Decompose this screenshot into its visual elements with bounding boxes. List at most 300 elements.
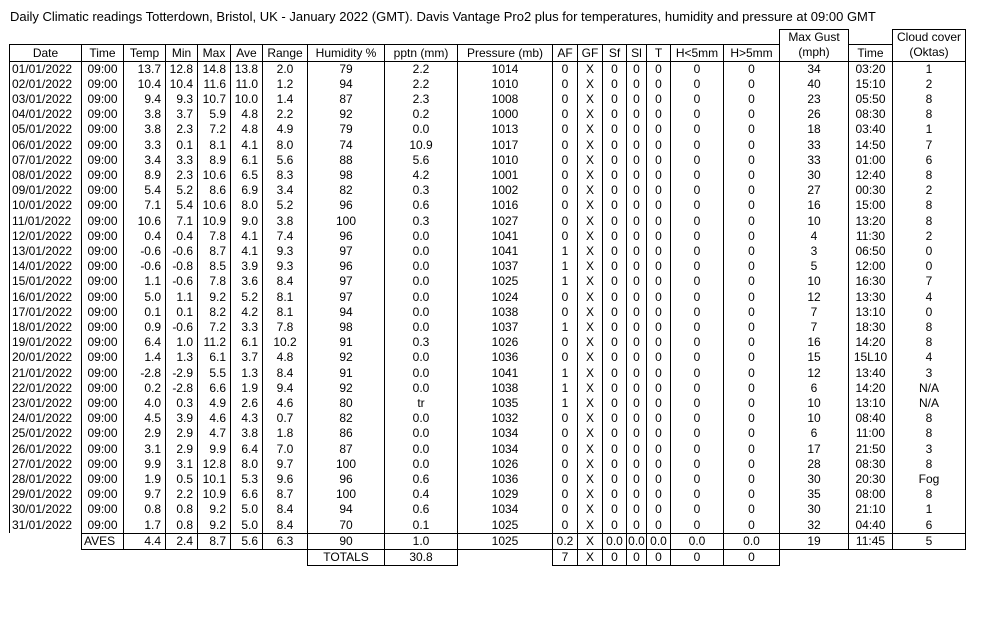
t-cell: 0 <box>647 229 671 244</box>
max-gust-cell: 17 <box>780 442 849 457</box>
humidity-cell: 100 <box>308 487 385 502</box>
ave-cell: 6.1 <box>231 335 263 350</box>
pressure-cell: 1026 <box>458 457 553 472</box>
min-cell: 0.4 <box>166 229 198 244</box>
gf-cell: X <box>578 381 603 396</box>
header-cloud-unit: (Oktas) <box>893 44 966 61</box>
gf-cell: X <box>578 426 603 441</box>
range-cell: 8.4 <box>263 274 308 289</box>
sl-cell: 0 <box>627 244 647 259</box>
table-row <box>10 183 966 198</box>
t-cell: 0 <box>647 274 671 289</box>
h-lt5-cell: 0 <box>671 198 724 213</box>
af-cell: 1 <box>553 381 578 396</box>
humidity-cell: 87 <box>308 442 385 457</box>
temp-cell: -0.6 <box>124 244 166 259</box>
sf-cell: 0 <box>603 138 627 153</box>
range-cell: 4.8 <box>263 350 308 365</box>
h-lt5-cell: 0 <box>671 259 724 274</box>
gust-time-cell: 08:30 <box>849 107 893 122</box>
h-gt5-cell: 0 <box>724 229 780 244</box>
header-time: Time <box>82 44 124 61</box>
header-top-row <box>10 30 966 45</box>
time-cell: 09:00 <box>82 335 124 350</box>
max-cell: 10.6 <box>198 198 231 213</box>
date-cell: 16/01/2022 <box>10 290 82 305</box>
h-lt5-cell: 0 <box>671 396 724 411</box>
time-cell: 09:00 <box>82 122 124 137</box>
sl-cell: 0 <box>627 183 647 198</box>
humidity-cell: 94 <box>308 502 385 517</box>
gust-time-cell: 15:00 <box>849 198 893 213</box>
af-cell: 0 <box>553 183 578 198</box>
temp-cell: 7.1 <box>124 198 166 213</box>
max-cell: 8.2 <box>198 305 231 320</box>
sf-cell: 0 <box>603 198 627 213</box>
table-row <box>10 396 966 411</box>
ave-cell: 5.2 <box>231 290 263 305</box>
sf-cell: 0 <box>603 457 627 472</box>
range-cell: 9.7 <box>263 457 308 472</box>
sl-cell: 0 <box>627 366 647 381</box>
temp-cell: 0.4 <box>124 229 166 244</box>
ave-cell: 6.9 <box>231 183 263 198</box>
header-h-lt5: H<5mm <box>671 44 724 61</box>
h-gt5-cell: 0 <box>724 472 780 487</box>
min-cell: 1.1 <box>166 290 198 305</box>
humidity-cell: 96 <box>308 229 385 244</box>
time-cell: 09:00 <box>82 274 124 289</box>
date-cell: 25/01/2022 <box>10 426 82 441</box>
cloud-cover-cell: 2 <box>893 77 966 92</box>
range-cell: 8.4 <box>263 518 308 534</box>
ave-cell: 3.9 <box>231 259 263 274</box>
humidity-cell: 97 <box>308 290 385 305</box>
cloud-cover-cell: 3 <box>893 366 966 381</box>
date-cell: 18/01/2022 <box>10 320 82 335</box>
t-cell: 0 <box>647 457 671 472</box>
humidity-cell: 96 <box>308 259 385 274</box>
ave-cell: 19 <box>780 533 849 549</box>
time-cell: 09:00 <box>82 138 124 153</box>
pptn-cell: 0.0 <box>385 320 458 335</box>
cloud-cover-cell: N/A <box>893 381 966 396</box>
time-cell: 09:00 <box>82 183 124 198</box>
sl-cell: 0 <box>627 122 647 137</box>
range-cell: 8.0 <box>263 138 308 153</box>
pressure-cell: 1035 <box>458 396 553 411</box>
ave-cell: 5.3 <box>231 472 263 487</box>
gust-time-cell: 13:40 <box>849 366 893 381</box>
table-row <box>10 320 966 335</box>
temp-cell: 1.9 <box>124 472 166 487</box>
table-row <box>10 274 966 289</box>
cloud-cover-cell: Fog <box>893 472 966 487</box>
t-cell: 0 <box>647 411 671 426</box>
h-gt5-cell: 0 <box>724 335 780 350</box>
gust-time-cell: 15:10 <box>849 77 893 92</box>
date-cell: 28/01/2022 <box>10 472 82 487</box>
pressure-cell: 1017 <box>458 138 553 153</box>
temp-cell: -2.8 <box>124 366 166 381</box>
date-cell: 31/01/2022 <box>10 518 82 534</box>
header-t: T <box>647 44 671 61</box>
gf-cell: X <box>578 350 603 365</box>
max-gust-cell: 34 <box>780 61 849 77</box>
pptn-cell: 0.0 <box>385 426 458 441</box>
humidity-cell: 97 <box>308 274 385 289</box>
af-cell: 1 <box>553 396 578 411</box>
pressure-cell: 1000 <box>458 107 553 122</box>
sl-cell: 0 <box>627 396 647 411</box>
gf-cell: X <box>578 92 603 107</box>
h-lt5-cell: 0 <box>671 487 724 502</box>
range-cell: 2.0 <box>263 61 308 77</box>
table-row <box>10 442 966 457</box>
gust-time-cell: 21:50 <box>849 442 893 457</box>
pptn-cell: 0.0 <box>385 290 458 305</box>
gf-cell: X <box>578 183 603 198</box>
table-row <box>10 502 966 517</box>
humidity-cell: 100 <box>308 457 385 472</box>
min-cell: 0.1 <box>166 305 198 320</box>
time-cell: 09:00 <box>82 457 124 472</box>
table-row <box>10 350 966 365</box>
table-row <box>10 259 966 274</box>
max-gust-cell: 10 <box>780 274 849 289</box>
max-gust-cell: 30 <box>780 502 849 517</box>
ave-cell: 6.1 <box>231 153 263 168</box>
max-cell: 4.9 <box>198 396 231 411</box>
date-cell: 22/01/2022 <box>10 381 82 396</box>
pressure-cell: 1016 <box>458 198 553 213</box>
gust-time-cell: 08:00 <box>849 487 893 502</box>
pptn-cell: 0.0 <box>385 350 458 365</box>
table-row <box>10 426 966 441</box>
ave-cell: 11.0 <box>231 77 263 92</box>
time-cell: 09:00 <box>82 487 124 502</box>
pressure-cell: 1024 <box>458 290 553 305</box>
sf-cell: 0 <box>603 61 627 77</box>
min-cell: 2.9 <box>166 426 198 441</box>
sf-cell: 0 <box>603 92 627 107</box>
af-cell: 0 <box>553 61 578 77</box>
h-lt5-cell: 0 <box>671 92 724 107</box>
max-cell: 10.1 <box>198 472 231 487</box>
range-cell: 8.4 <box>263 366 308 381</box>
af-cell: 0 <box>553 168 578 183</box>
totals-label: TOTALS <box>308 550 385 566</box>
cloud-cover-cell: 4 <box>893 290 966 305</box>
ave-cell: X <box>578 533 603 549</box>
range-cell: 8.4 <box>263 502 308 517</box>
pressure-cell: 1002 <box>458 183 553 198</box>
min-cell: 10.4 <box>166 77 198 92</box>
temp-cell: 1.7 <box>124 518 166 534</box>
ave-cell: 4.4 <box>124 533 166 549</box>
af-cell: 0 <box>553 335 578 350</box>
max-cell: 9.2 <box>198 502 231 517</box>
h-gt5-cell: 0 <box>724 442 780 457</box>
humidity-cell: 91 <box>308 335 385 350</box>
pressure-cell: 1025 <box>458 518 553 534</box>
af-cell: 1 <box>553 320 578 335</box>
max-gust-cell: 32 <box>780 518 849 534</box>
range-cell: 0.7 <box>263 411 308 426</box>
table-row <box>10 77 966 92</box>
af-cell: 0 <box>553 107 578 122</box>
ave-cell: 3.6 <box>231 274 263 289</box>
gust-time-cell: 08:40 <box>849 411 893 426</box>
t-cell: 0 <box>647 426 671 441</box>
date-cell: 10/01/2022 <box>10 198 82 213</box>
gf-cell: X <box>578 502 603 517</box>
af-cell: 0 <box>553 198 578 213</box>
sl-cell: 0 <box>627 259 647 274</box>
totals-end <box>849 550 893 566</box>
h-gt5-cell: 0 <box>724 426 780 441</box>
t-cell: 0 <box>647 198 671 213</box>
h-lt5-cell: 0 <box>671 305 724 320</box>
pptn-cell: 0.0 <box>385 366 458 381</box>
max-cell: 10.6 <box>198 168 231 183</box>
gust-time-cell: 08:30 <box>849 457 893 472</box>
h-lt5-cell: 0 <box>671 502 724 517</box>
humidity-cell: 94 <box>308 77 385 92</box>
min-cell: -0.6 <box>166 320 198 335</box>
humidity-cell: 79 <box>308 61 385 77</box>
af-cell: 0 <box>553 442 578 457</box>
sl-cell: 0 <box>627 472 647 487</box>
h-gt5-cell: 0 <box>724 290 780 305</box>
af-cell: 0 <box>553 518 578 534</box>
min-cell: 0.8 <box>166 502 198 517</box>
total-cell: 0 <box>603 550 627 566</box>
humidity-cell: 87 <box>308 92 385 107</box>
min-cell: 2.3 <box>166 168 198 183</box>
page-title: Daily Climatic readings Totterdown, Bristol, UK - January 2022 (GMT). Davis Vantage Pro2 plus for temperatures, humidity and pressure at 09:00 GMT <box>10 9 876 24</box>
header-row <box>10 44 966 61</box>
temp-cell: 0.1 <box>124 305 166 320</box>
time-cell: 09:00 <box>82 214 124 229</box>
time-cell: 09:00 <box>82 290 124 305</box>
max-cell: 14.8 <box>198 61 231 77</box>
h-lt5-cell: 0 <box>671 153 724 168</box>
pressure-cell: 1037 <box>458 259 553 274</box>
h-gt5-cell: 0 <box>724 122 780 137</box>
t-cell: 0 <box>647 168 671 183</box>
header-af: AF <box>553 44 578 61</box>
min-cell: 3.9 <box>166 411 198 426</box>
humidity-cell: 70 <box>308 518 385 534</box>
t-cell: 0 <box>647 442 671 457</box>
time-cell: 09:00 <box>82 502 124 517</box>
h-lt5-cell: 0 <box>671 107 724 122</box>
ave-cell: 0.2 <box>553 533 578 549</box>
h-gt5-cell: 0 <box>724 138 780 153</box>
min-cell: 5.2 <box>166 183 198 198</box>
max-cell: 8.5 <box>198 259 231 274</box>
table-row <box>10 305 966 320</box>
table-row <box>10 366 966 381</box>
climate-table <box>9 29 966 566</box>
temp-cell: 0.9 <box>124 320 166 335</box>
date-cell: 21/01/2022 <box>10 366 82 381</box>
date-cell: 04/01/2022 <box>10 107 82 122</box>
gf-cell: X <box>578 411 603 426</box>
sf-cell: 0 <box>603 381 627 396</box>
total-cell: 0 <box>724 550 780 566</box>
h-gt5-cell: 0 <box>724 502 780 517</box>
ave-cell: 0.0 <box>671 533 724 549</box>
pptn-cell: 2.3 <box>385 92 458 107</box>
sl-cell: 0 <box>627 426 647 441</box>
af-cell: 1 <box>553 259 578 274</box>
table-row <box>10 472 966 487</box>
cloud-cover-cell: 8 <box>893 198 966 213</box>
sl-cell: 0 <box>627 335 647 350</box>
header-h-gt5: H>5mm <box>724 44 780 61</box>
humidity-cell: 96 <box>308 198 385 213</box>
time-cell: 09:00 <box>82 411 124 426</box>
ave-cell: 9.0 <box>231 214 263 229</box>
pressure-cell: 1032 <box>458 411 553 426</box>
gust-time-cell: 03:20 <box>849 61 893 77</box>
sf-cell: 0 <box>603 396 627 411</box>
header-pressure: Pressure (mb) <box>458 44 553 61</box>
min-cell: 1.0 <box>166 335 198 350</box>
gust-time-cell: 11:30 <box>849 229 893 244</box>
range-cell: 4.6 <box>263 396 308 411</box>
min-cell: 0.1 <box>166 138 198 153</box>
gf-cell: X <box>578 457 603 472</box>
range-cell: 9.4 <box>263 381 308 396</box>
date-cell: 01/01/2022 <box>10 61 82 77</box>
sf-cell: 0 <box>603 518 627 534</box>
time-cell: 09:00 <box>82 518 124 534</box>
averages-label: AVES <box>82 533 124 549</box>
date-cell: 23/01/2022 <box>10 396 82 411</box>
h-lt5-cell: 0 <box>671 472 724 487</box>
cloud-cover-cell: 1 <box>893 122 966 137</box>
time-cell: 09:00 <box>82 61 124 77</box>
gf-cell: X <box>578 442 603 457</box>
max-gust-cell: 4 <box>780 229 849 244</box>
date-cell: 29/01/2022 <box>10 487 82 502</box>
sf-cell: 0 <box>603 335 627 350</box>
h-lt5-cell: 0 <box>671 426 724 441</box>
range-cell: 2.2 <box>263 107 308 122</box>
t-cell: 0 <box>647 214 671 229</box>
humidity-cell: 97 <box>308 244 385 259</box>
h-lt5-cell: 0 <box>671 168 724 183</box>
h-gt5-cell: 0 <box>724 153 780 168</box>
ave-cell: 1.9 <box>231 381 263 396</box>
time-cell: 09:00 <box>82 472 124 487</box>
h-lt5-cell: 0 <box>671 518 724 534</box>
sf-cell: 0 <box>603 244 627 259</box>
header-range: Range <box>263 44 308 61</box>
max-cell: 8.6 <box>198 183 231 198</box>
table-row <box>10 487 966 502</box>
ave-cell: 1025 <box>458 533 553 549</box>
temp-cell: 0.8 <box>124 502 166 517</box>
cloud-cover-cell: N/A <box>893 396 966 411</box>
cloud-cover-cell: 7 <box>893 138 966 153</box>
gf-cell: X <box>578 320 603 335</box>
pressure-cell: 1001 <box>458 168 553 183</box>
sl-cell: 0 <box>627 320 647 335</box>
h-gt5-cell: 0 <box>724 61 780 77</box>
max-gust-cell: 33 <box>780 138 849 153</box>
range-cell: 8.1 <box>263 290 308 305</box>
ave-cell: 0.0 <box>724 533 780 549</box>
h-gt5-cell: 0 <box>724 183 780 198</box>
af-cell: 0 <box>553 426 578 441</box>
gust-time-cell: 04:40 <box>849 518 893 534</box>
pressure-cell: 1038 <box>458 305 553 320</box>
humidity-cell: 88 <box>308 153 385 168</box>
t-cell: 0 <box>647 502 671 517</box>
max-gust-cell: 10 <box>780 411 849 426</box>
t-cell: 0 <box>647 472 671 487</box>
time-cell: 09:00 <box>82 168 124 183</box>
ave-cell: 0.0 <box>647 533 671 549</box>
ave-cell: 4.8 <box>231 107 263 122</box>
ave-cell: 1.3 <box>231 366 263 381</box>
cloud-cover-cell: 8 <box>893 92 966 107</box>
sl-cell: 0 <box>627 518 647 534</box>
ave-cell: 5.0 <box>231 518 263 534</box>
table-row <box>10 214 966 229</box>
sl-cell: 0 <box>627 107 647 122</box>
h-lt5-cell: 0 <box>671 350 724 365</box>
t-cell: 0 <box>647 153 671 168</box>
header-max-gust: Max Gust <box>780 30 849 45</box>
time-cell: 09:00 <box>82 305 124 320</box>
gf-cell: X <box>578 472 603 487</box>
sf-cell: 0 <box>603 183 627 198</box>
time-cell: 09:00 <box>82 350 124 365</box>
max-gust-cell: 7 <box>780 320 849 335</box>
averages-row <box>10 533 966 549</box>
cloud-cover-cell: 3 <box>893 442 966 457</box>
sf-cell: 0 <box>603 77 627 92</box>
max-gust-cell: 12 <box>780 366 849 381</box>
cloud-cover-cell: 8 <box>893 487 966 502</box>
table-row <box>10 198 966 213</box>
t-cell: 0 <box>647 259 671 274</box>
gf-cell: X <box>578 122 603 137</box>
h-gt5-cell: 0 <box>724 350 780 365</box>
averages-spacer <box>10 533 82 549</box>
ave-cell: 1.0 <box>385 533 458 549</box>
pptn-cell: 0.3 <box>385 183 458 198</box>
gust-time-cell: 05:50 <box>849 92 893 107</box>
cloud-cover-cell: 8 <box>893 214 966 229</box>
gf-cell: X <box>578 214 603 229</box>
humidity-cell: 98 <box>308 168 385 183</box>
h-gt5-cell: 0 <box>724 320 780 335</box>
humidity-cell: 80 <box>308 396 385 411</box>
pptn-cell: 0.0 <box>385 457 458 472</box>
sf-cell: 0 <box>603 153 627 168</box>
min-cell: 9.3 <box>166 92 198 107</box>
pptn-cell: 0.0 <box>385 259 458 274</box>
max-gust-cell: 16 <box>780 198 849 213</box>
ave-cell: 10.0 <box>231 92 263 107</box>
temp-cell: 4.0 <box>124 396 166 411</box>
